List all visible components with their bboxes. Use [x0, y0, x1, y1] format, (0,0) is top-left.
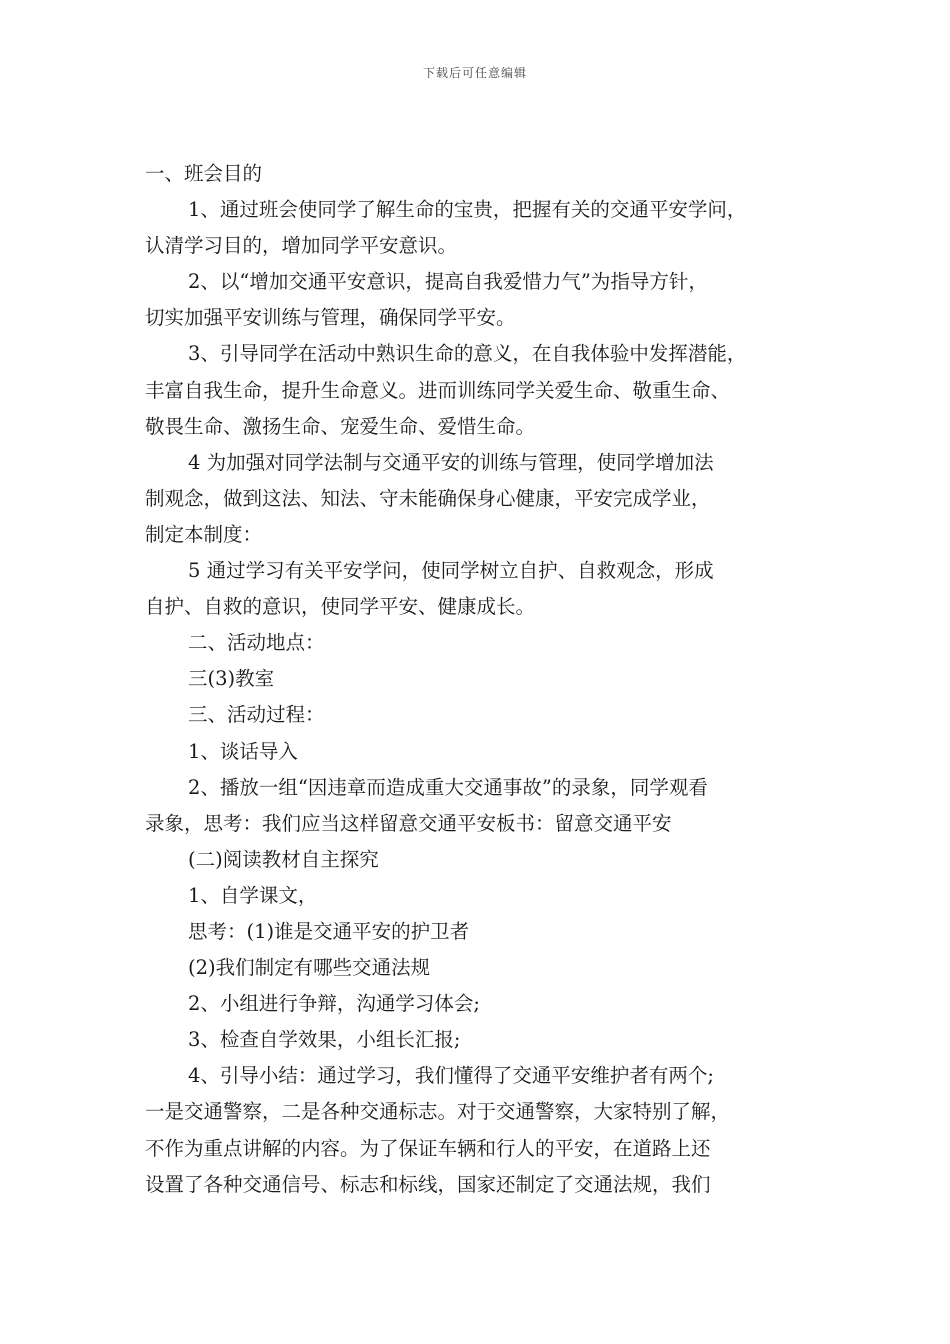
text-line: 4、引导小结：通过学习，我们懂得了交通平安维护者有两个;: [188, 1064, 714, 1088]
text-line: 2、以“增加交通平安意识，提高自我爱惜力气”为指导方针，: [188, 270, 708, 294]
text-line: 丰富自我生命，提升生命意义。进而训练同学关爱生命、敬重生命、: [145, 378, 731, 402]
text-line: 1、谈话导入: [188, 739, 298, 763]
header-note: 下载后可任意编辑: [422, 66, 527, 80]
text-line: 三(3)教室: [188, 667, 275, 691]
text-line: 录象，思考：我们应当这样留意交通平安板书：留意交通平安: [145, 811, 672, 835]
text-line: 思考：(1)谁是交通平安的护卫者: [188, 919, 470, 943]
text-line: 3、引导同学在活动中熟识生命的意义，在自我体验中发挥潜能，: [188, 342, 747, 366]
text-line: 切实加强平安训练与管理，确保同学平安。: [145, 306, 516, 330]
text-line: 二、活动地点：: [188, 631, 325, 655]
text-line: 4 为加强对同学法制与交通平安的训练与管理，使同学增加法: [188, 450, 714, 474]
document-body: [145, 156, 835, 1203]
text-line: 自护、自救的意识，使同学平安、健康成长。: [145, 595, 536, 619]
text-line: 认清学习目的，增加同学平安意识。: [145, 234, 458, 258]
text-line: (2)我们制定有哪些交通法规: [188, 956, 431, 980]
text-line: 制定本制度：: [145, 522, 263, 546]
text-line: 2、播放一组“因违章而造成重大交通事故”的录象，同学观看: [188, 775, 708, 799]
text-line: 一、班会目的: [145, 162, 263, 185]
text-line: 三、活动过程：: [188, 703, 325, 727]
text-line: 制观念，做到这法、知法、守未能确保身心健康，平安完成学业，: [145, 486, 711, 510]
text-line: 3、检查自学效果，小组长汇报;: [188, 1028, 461, 1052]
text-line: 一是交通警察，二是各种交通标志。对于交通警察，大家特别了解，: [145, 1100, 731, 1124]
text-line: 5 通过学习有关平安学问，使同学树立自护、自救观念，形成: [188, 559, 714, 583]
text-line: 1、通过班会使同学了解生命的宝贵，把握有关的交通平安学问，: [188, 198, 747, 222]
text-line: 不作为重点讲解的内容。为了保证车辆和行人的平安，在道路上还: [145, 1136, 711, 1160]
text-line: 设置了各种交通信号、标志和标线，国家还制定了交通法规，我们: [145, 1172, 711, 1196]
text-line: 1、自学课文，: [188, 883, 318, 907]
text-line: 2、小组进行争辩，沟通学习体会;: [188, 992, 480, 1016]
text-line: 敬畏生命、激扬生命、宠爱生命、爱惜生命。: [145, 414, 536, 438]
text-line: (二)阅读教材自主探究: [188, 847, 379, 871]
